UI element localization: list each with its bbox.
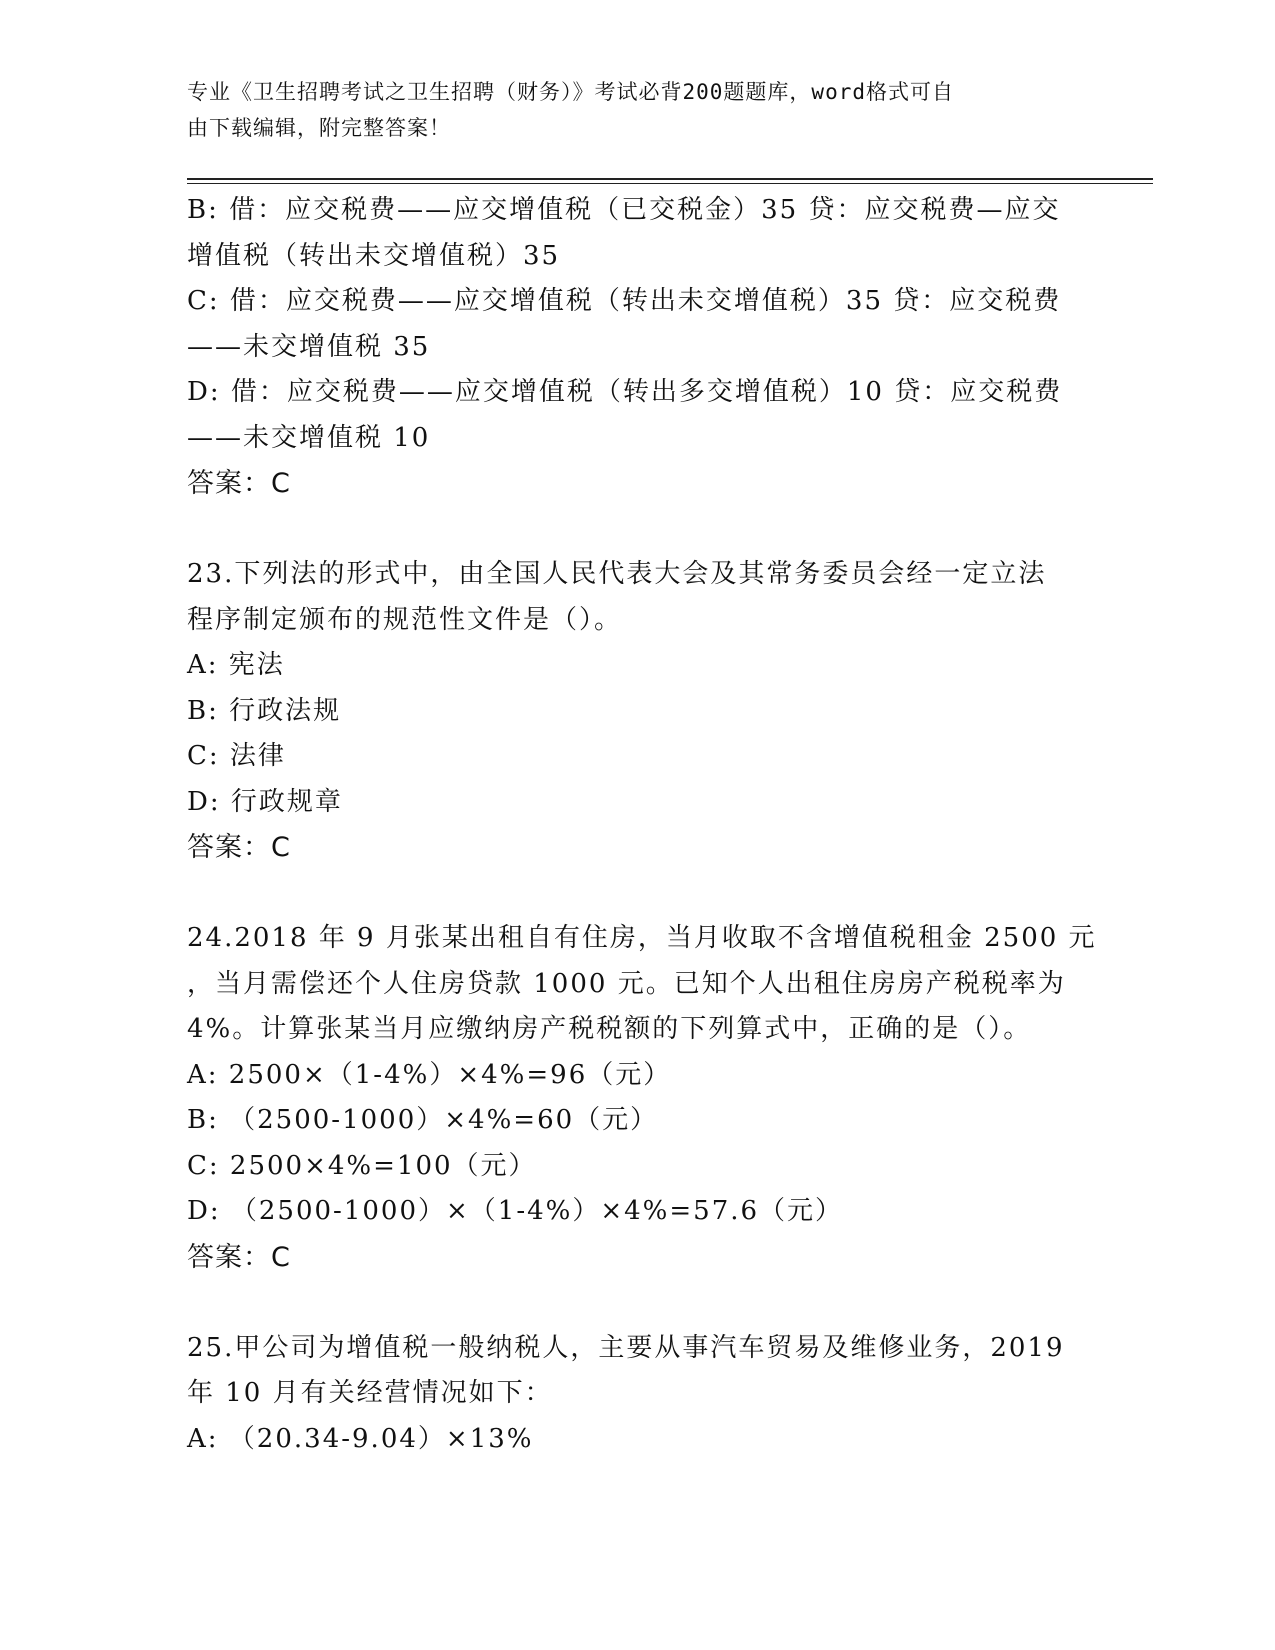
option-a: A: （20.34-9.04）×13% [187, 1423, 534, 1454]
option-b: B: 借：应交税费——应交增值税（已交税金）35 贷：应交税费—应交 [187, 195, 1061, 225]
option-b-cont: 增值税（转出未交增值税）35 [187, 240, 561, 271]
header-line-1: 专业《卫生招聘考试之卫生招聘（财务）》考试必背200题题库，word格式可自 [187, 80, 954, 104]
option-c: C: 2500×4%=100（元） [187, 1150, 537, 1181]
question-stem-cont: 年 10 月有关经营情况如下： [187, 1378, 553, 1408]
option-b: B: （2500-1000）×4%=60（元） [187, 1105, 659, 1135]
option-a: A: 2500×（1-4%）×4%=96（元） [187, 1059, 672, 1090]
question-stem: 23.下列法的形式中，由全国人民代表大会及其常务委员会经一定立法 [187, 559, 1047, 589]
option-a: A: 宪法 [187, 650, 285, 680]
answer: 答案：C [187, 832, 291, 863]
question-stem: 25.甲公司为增值税一般纳税人，主要从事汽车贸易及维修业务，2019 [187, 1332, 1065, 1363]
spacer [187, 1280, 1087, 1326]
answer: 答案：C [187, 1241, 291, 1273]
header-rule-thin [187, 183, 1153, 184]
question-stem-cont: 程序制定颁布的规范性文件是（）。 [187, 604, 623, 635]
option-b: B: 行政法规 [187, 695, 342, 726]
question-22-continued [187, 188, 1087, 507]
question-24 [187, 916, 1097, 1280]
page-header [187, 74, 1067, 146]
option-d-cont: ——未交增值税 10 [187, 422, 431, 453]
option-c-cont: ——未交增值税 35 [187, 331, 431, 362]
question-25 [187, 1326, 1087, 1463]
question-stem-cont: 4%。计算张某当月应缴纳房产税税额的下列算式中，正确的是（）。 [187, 1014, 1032, 1044]
option-d: D: 行政规章 [187, 786, 343, 817]
spacer [187, 507, 1087, 553]
question-stem-cont: ，当月需偿还个人住房贷款 1000 元。已知个人出租住房房产税税率为 [187, 968, 1066, 999]
option-c: C: 借：应交税费——应交增值税（转出未交增值税）35 贷：应交税费 [187, 286, 1062, 316]
question-stem: 24.2018 年 9 月张某出租自有住房，当月收取不含增值税租金 2500 元 [187, 923, 1097, 953]
header-line-2: 由下载编辑，附完整答案！ [187, 116, 451, 140]
option-d: D: 借：应交税费——应交增值税（转出多交增值税）10 贷：应交税费 [187, 377, 1063, 407]
option-c: C: 法律 [187, 741, 286, 771]
answer: 答案：C [187, 468, 291, 499]
spacer [187, 871, 1087, 917]
option-d: D: （2500-1000）×（1-4%）×4%=57.6（元） [187, 1196, 844, 1226]
question-23 [187, 552, 1087, 871]
question-content [187, 188, 1097, 1462]
header-rule-thick [187, 178, 1153, 180]
